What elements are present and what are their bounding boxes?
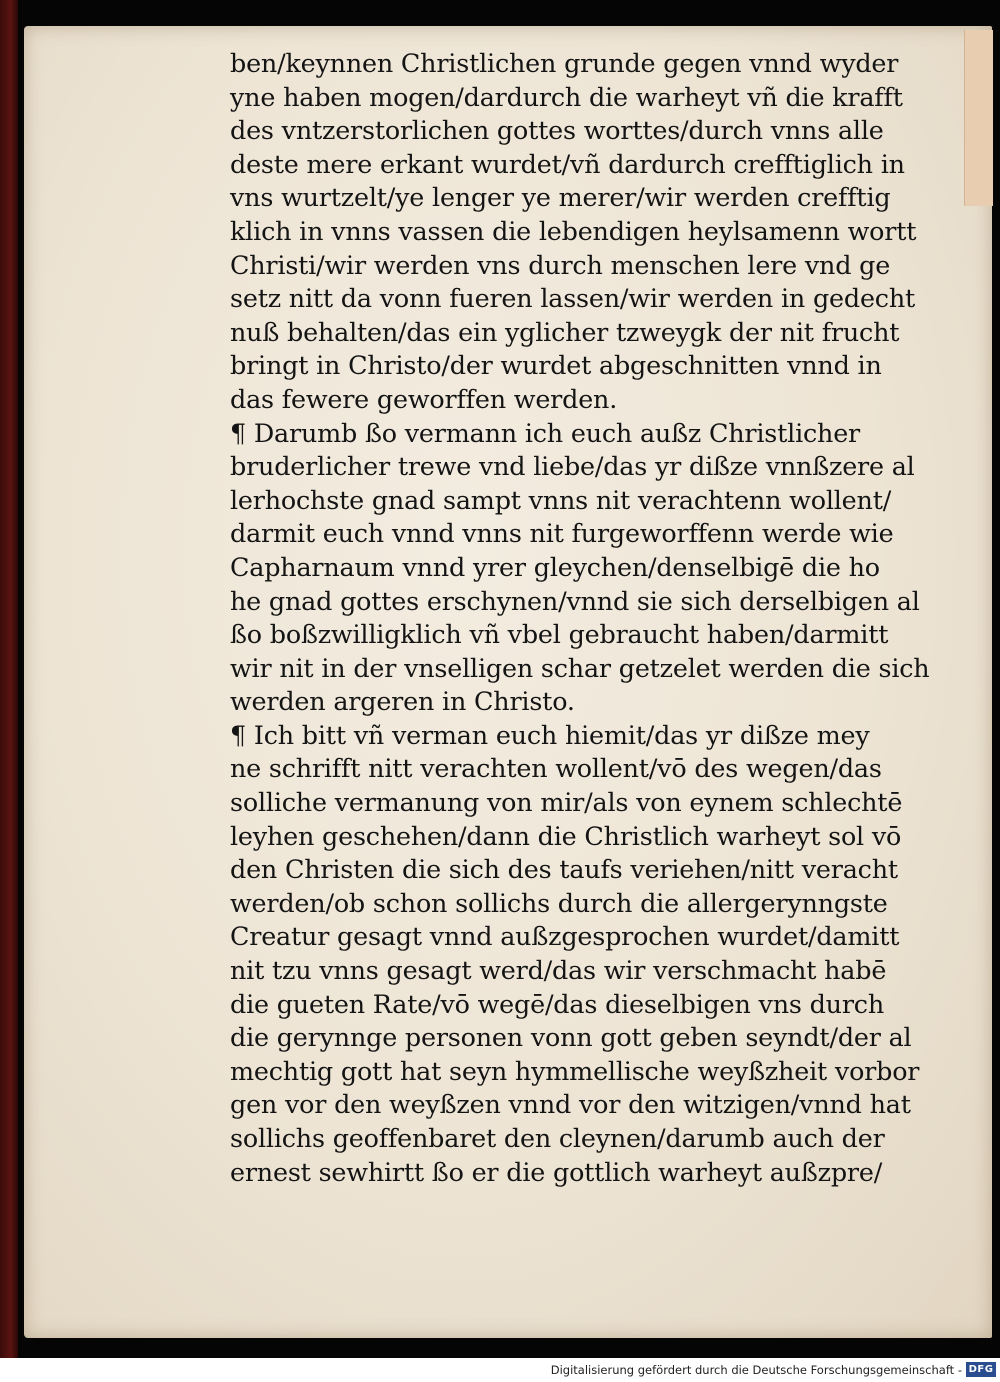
text-line: bringt in Christo/der wurdet abgeschnitten vnnd in [230, 351, 882, 382]
text-line: sollichs geoffenbaret den cleynen/darumb auch der [230, 1124, 885, 1154]
text-line: solliche vermanung von mir/als von eynem schlechtē [230, 788, 903, 819]
text-line: den Christen die sich des taufs veriehen/nitt veracht [230, 855, 898, 886]
text-line: he gnad gottes erschynen/vnnd sie sich derselbigen al [230, 586, 920, 617]
page-edge-tab [964, 30, 993, 206]
text-line: nit tzu vnns gesagt werd/das wir verschmacht habē [230, 956, 887, 987]
text-line: die gerynnge personen vonn gott geben seyndt/der al [230, 1023, 912, 1054]
paragraph-start-line: ¶ Darumb ßo vermann ich euch außz Christlicher [230, 418, 861, 449]
footer-bar [0, 1358, 1000, 1382]
text-line: gen vor den weyßzen vnnd vor den witzigen/vnnd hat [230, 1090, 911, 1121]
text-line: lerhochste gnad sampt vnns nit verachtenn wollent/ [230, 485, 892, 516]
text-line: setz nitt da vonn fueren lassen/wir werden in gedecht [230, 284, 916, 315]
paragraph-start-line: ¶ Ich bitt vñ verman euch hiemit/das yr dißze mey [230, 720, 870, 751]
text-line: deste mere erkant wurdet/vñ dardurch crefftiglich in [230, 149, 905, 180]
text-line: klich in vnns vassen die lebendigen heylsamenn wortt [230, 216, 917, 247]
text-line: werden/ob schon sollichs durch die allergerynngste [230, 888, 888, 919]
text-line: darmit euch vnnd vnns nit furgeworffenn werde wie [230, 519, 894, 550]
book-cover-edge [0, 0, 18, 1358]
text-line: mechtig gott hat seyn hymmellische weyßzheit vorbor [230, 1056, 920, 1087]
text-line: ßo boßzwilligklich vñ vbel gebraucht haben/darmitt [230, 620, 889, 651]
funding-credit: Digitalisierung gefördert durch die Deutsche Forschungsgemeinschaft - [550, 1363, 962, 1377]
text-line: ben/keynnen Christlichen grunde gegen vnnd wyder [230, 49, 899, 79]
text-line: ernest sewhirtt ßo er die gottlich warheyt außzpre/ [230, 1157, 883, 1188]
text-line: bruderlicher trewe vnd liebe/das yr dißze vnnßzere al [230, 452, 915, 483]
text-line: Capharnaum vnnd yrer gleychen/denselbigē die ho [230, 552, 880, 583]
text-line: werden argeren in Christo. [230, 687, 575, 718]
text-line: das fewere geworffen werden. [230, 384, 618, 415]
dfg-logo: DFG [966, 1362, 996, 1377]
text-line: ne schrifft nitt verachten wollent/vō des wegen/das [230, 754, 882, 785]
text-line: nuß behalten/das ein yglicher tzweygk der nit frucht [230, 317, 900, 348]
text-line: Christi/wir werden vns durch menschen lere vnd ge [230, 250, 891, 281]
page-text [230, 48, 960, 1188]
text-line: yne haben mogen/dardurch die warheyt vñ die krafft [230, 82, 903, 113]
text-line: wir nit in der vnselligen schar getzelet werden die sich [230, 653, 930, 684]
text-line: die gueten Rate/vō wegē/das dieselbigen vns durch [230, 989, 885, 1020]
text-line: des vntzerstorlichen gottes worttes/durch vnns alle [230, 116, 884, 147]
text-line: leyhen geschehen/dann die Christlich warheyt sol vō [230, 821, 902, 852]
text-line: Creatur gesagt vnnd außzgesprochen wurdet/damitt [230, 922, 900, 953]
text-line: vns wurtzelt/ye lenger ye merer/wir werden crefftig [230, 183, 891, 214]
